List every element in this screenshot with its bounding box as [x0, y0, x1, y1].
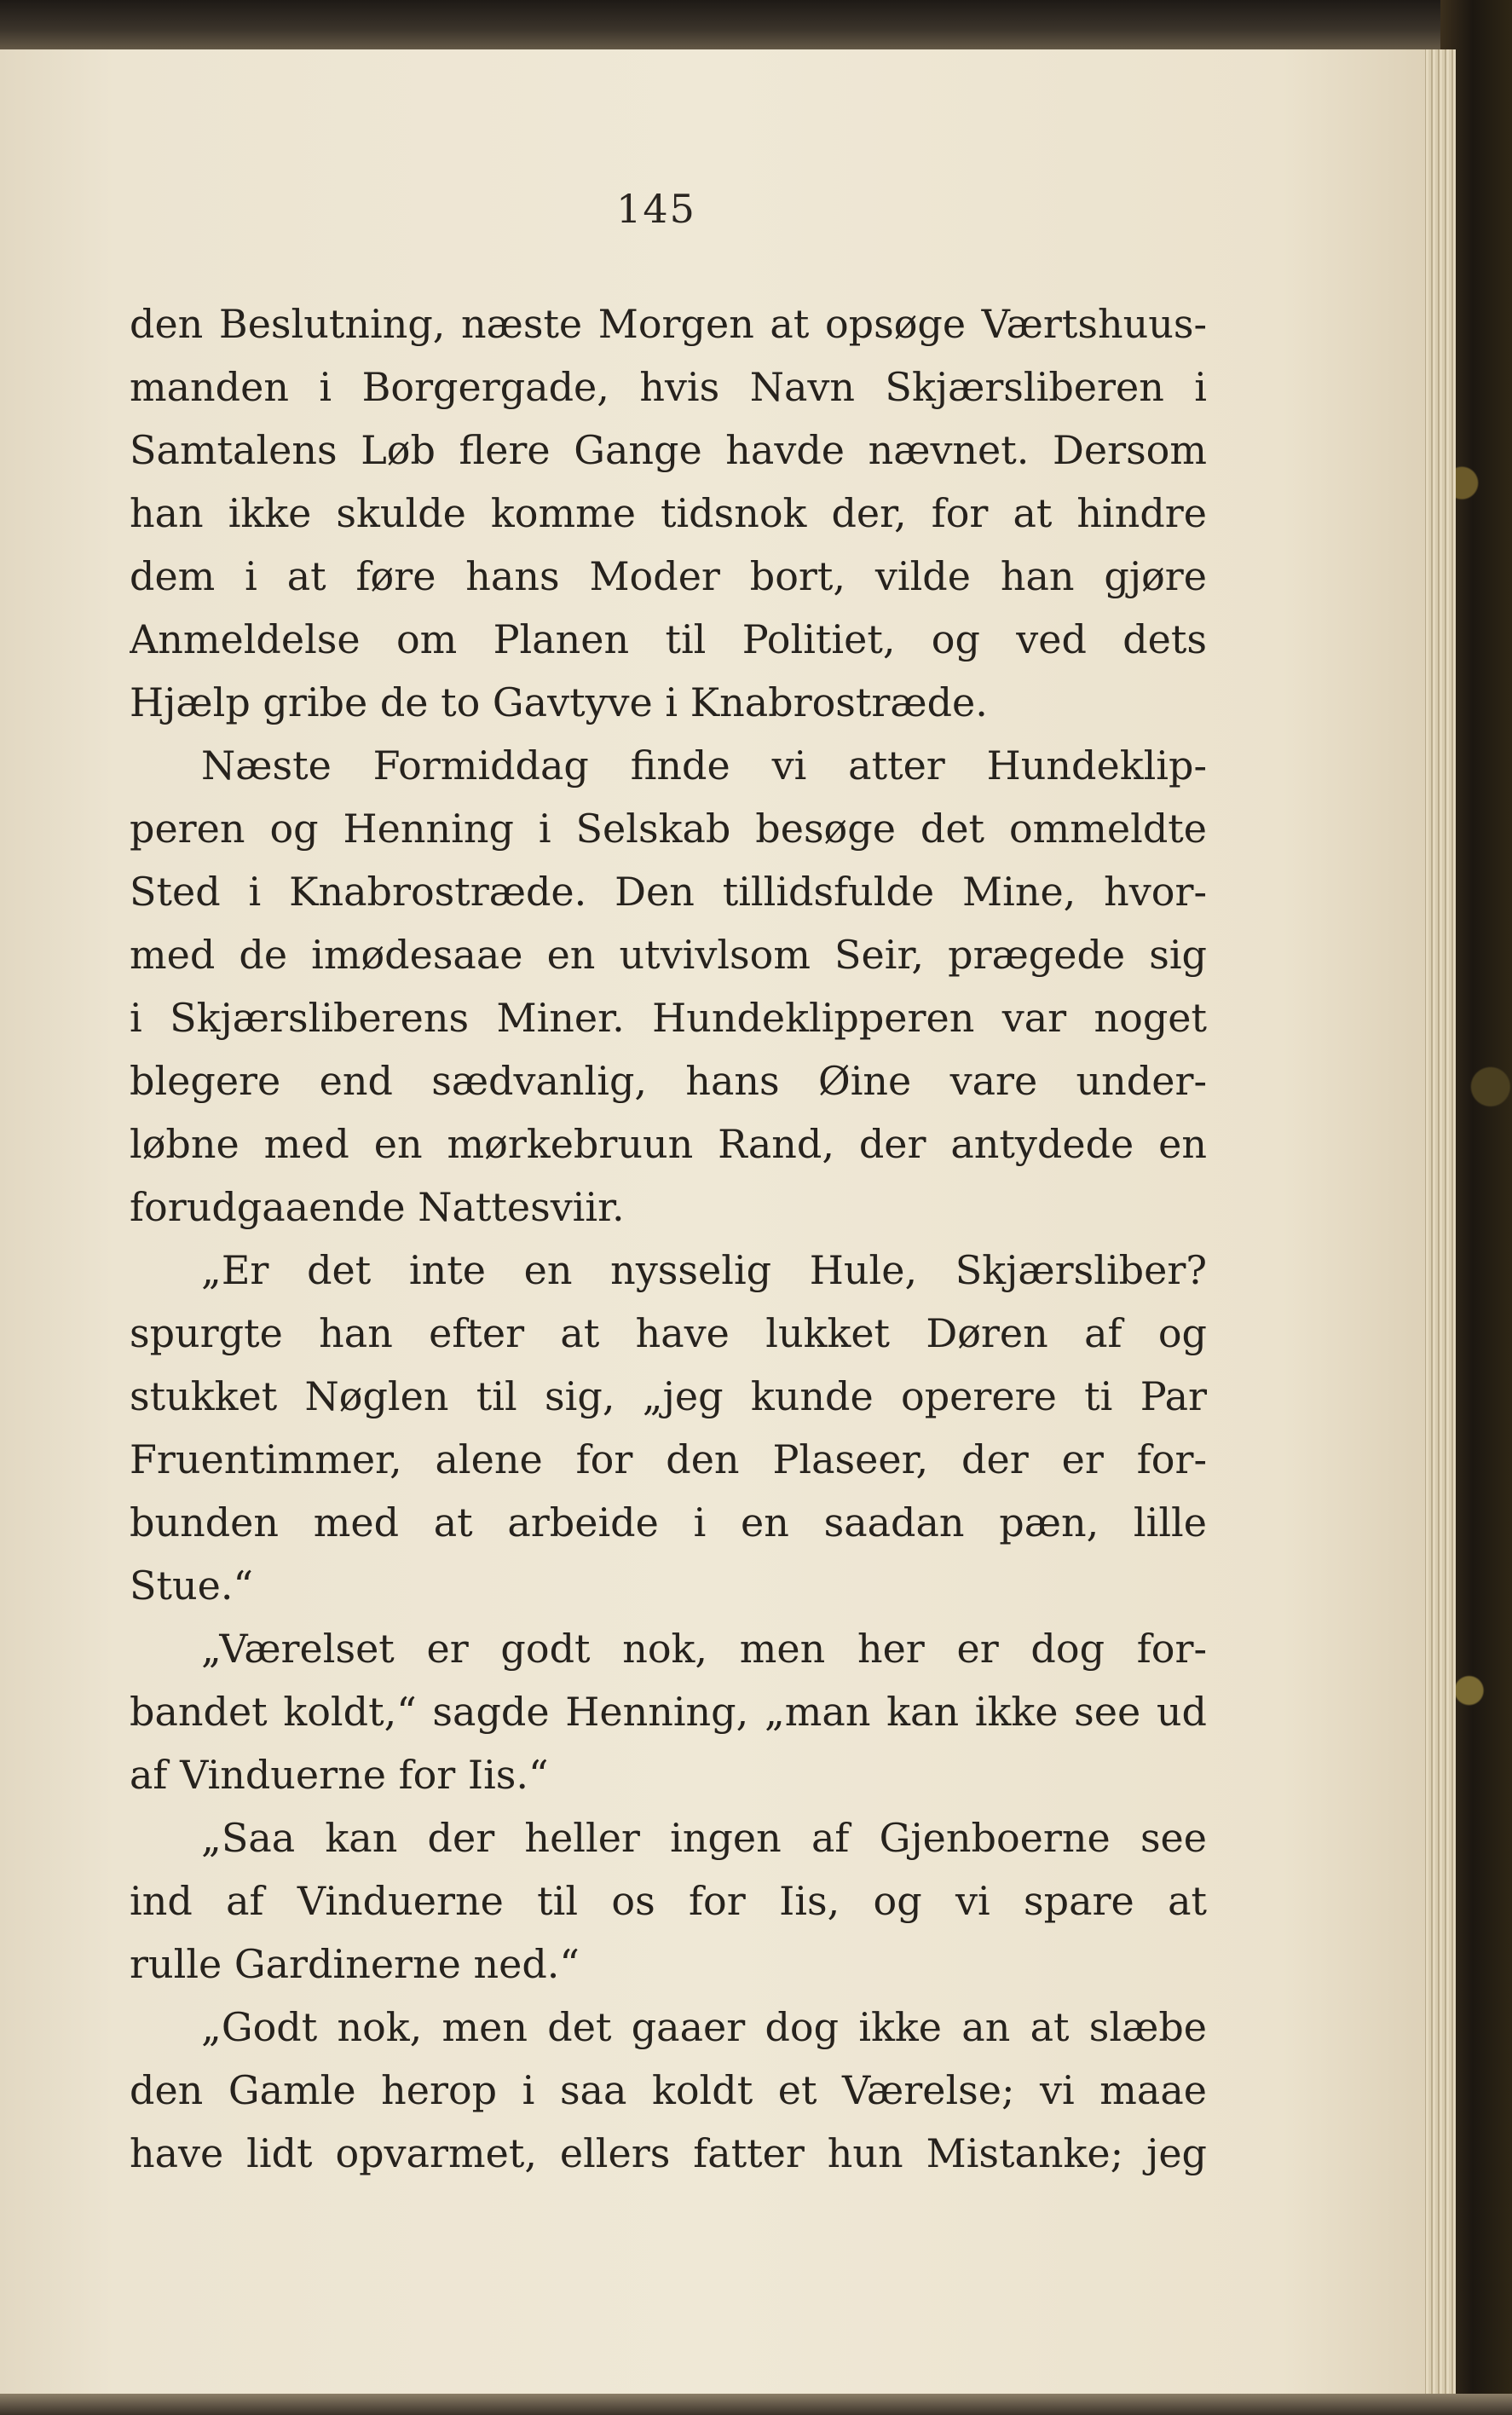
text-line: „Saa kan der heller ingen af Gjenboerne see: [201, 1815, 1207, 1861]
text-line: forudgaaende Nattesviir.: [130, 1184, 625, 1230]
text-line: rulle Gardinerne ned.“: [130, 1941, 580, 1987]
page-edge-stack: [1422, 49, 1456, 2415]
text-line: bunden med at arbeide i en saadan pæn, lille: [130, 1499, 1207, 1545]
text-line: ind af Vinduerne til os for Iis, og vi spare at: [130, 1878, 1207, 1924]
text-line: manden i Borgergade, hvis Navn Skjærsliberen i: [130, 364, 1207, 410]
text-line: Anmeldelse om Planen til Politiet, og ved dets: [130, 616, 1207, 662]
text-line: Hjælp gribe de to Gavtyve i Knabrostræde.: [130, 679, 988, 725]
text-line: den Beslutning, næste Morgen at opsøge Værtshuus-: [130, 301, 1207, 347]
text-line: løbne med en mørkebruun Rand, der antydede en: [130, 1121, 1207, 1167]
book-bottom-edge: [0, 2394, 1512, 2415]
text-line: den Gamle herop i saa koldt et Værelse; vi maae: [130, 2067, 1207, 2113]
text-line: af Vinduerne for Iis.“: [130, 1752, 549, 1798]
text-line: spurgte han efter at have lukket Døren af og: [130, 1310, 1207, 1356]
text-line: dem i at føre hans Moder bort, vilde han gjøre: [130, 553, 1207, 599]
text-line: han ikke skulde komme tidsnok der, for at hindre: [130, 490, 1207, 536]
text-line: „Godt nok, men det gaaer dog ikke an at slæbe: [201, 2004, 1207, 2050]
page-number: 145: [616, 186, 696, 232]
text-line: med de imødesaae en utvivlsom Seir, prægede sig: [130, 932, 1207, 978]
text-line: Næste Formiddag finde vi atter Hundeklip-: [201, 742, 1207, 789]
book-page: [0, 49, 1425, 2395]
text-line: stukket Nøglen til sig, „jeg kunde operere ti Par: [130, 1373, 1207, 1419]
book-top-edge: [0, 0, 1512, 53]
text-line: „Værelset er godt nok, men her er dog for-: [201, 1626, 1207, 1672]
text-line: bandet koldt,“ sagde Henning, „man kan ikke see ud: [130, 1689, 1207, 1735]
text-line: Sted i Knabrostræde. Den tillidsfulde Mine, hvor-: [130, 869, 1207, 915]
text-line: Samtalens Løb flere Gange havde nævnet. Dersom: [130, 427, 1207, 473]
text-line: Fruentimmer, alene for den Plaseer, der er for-: [130, 1436, 1207, 1482]
text-line: Stue.“: [130, 1563, 253, 1609]
body-text: [130, 292, 1207, 2185]
text-line: „Er det inte en nysselig Hule, Skjærsliber?: [201, 1247, 1207, 1293]
text-line: i Skjærsliberens Miner. Hundeklipperen var noget: [130, 995, 1207, 1041]
text-line: peren og Henning i Selskab besøge det ommeldte: [130, 806, 1207, 852]
text-line: have lidt opvarmet, ellers fatter hun Mistanke; jeg: [130, 2130, 1207, 2176]
text-line: blegere end sædvanlig, hans Øine vare under-: [130, 1058, 1207, 1104]
